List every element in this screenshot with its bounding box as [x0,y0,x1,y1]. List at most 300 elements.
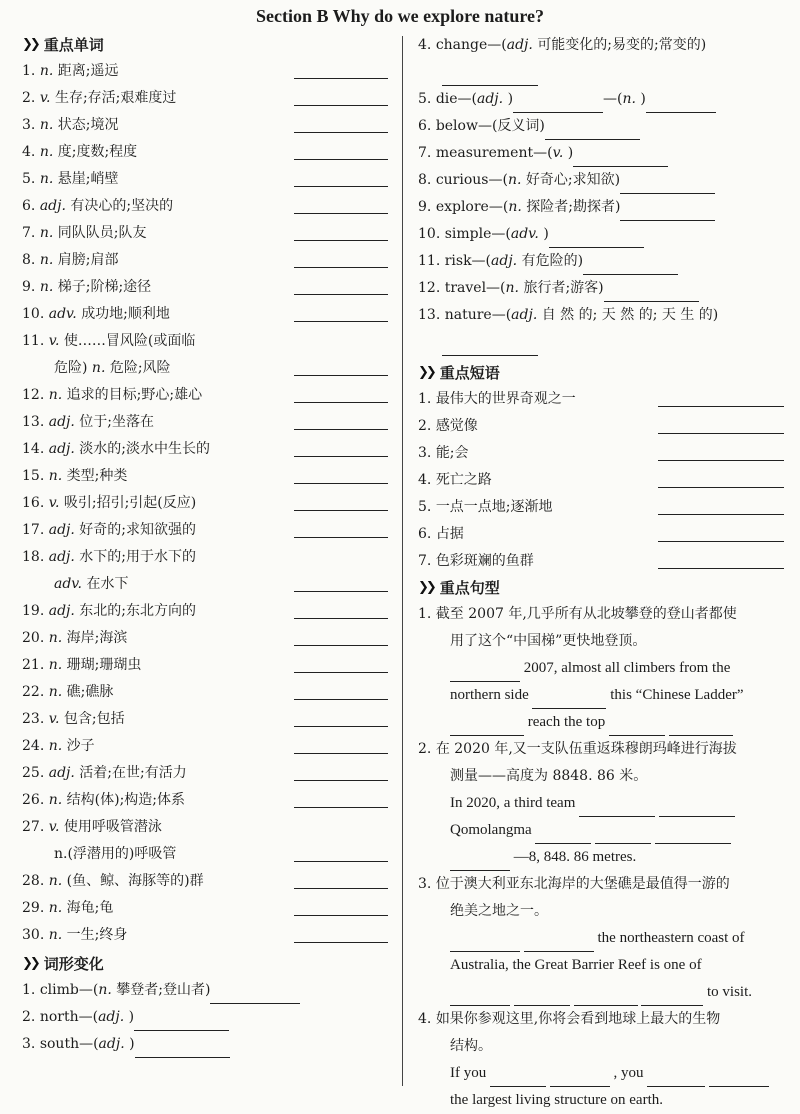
item-number: 1. [22,63,36,79]
answer-blank[interactable] [450,937,520,952]
answer-blank[interactable] [294,240,388,241]
part-of-speech: n. [48,630,63,646]
word-stem: simple—( [444,226,511,242]
part-of-speech: adj. [48,603,75,619]
right-column [418,32,784,1114]
answer-blank[interactable] [524,937,594,952]
sentence-english-line [418,979,784,1006]
answer-blank[interactable] [294,402,388,403]
double-chevron-icon: ❯❯ [22,36,38,52]
answer-blank[interactable] [658,460,784,461]
definition: 有决心的;坚决的 [70,198,174,214]
english-text: —8, 848. 86 metres. [513,849,637,865]
sentence-chinese-line [418,736,784,763]
answer-blank[interactable] [574,991,638,1006]
answer-blank[interactable] [535,829,591,844]
item-number: 26. [22,792,45,808]
word-item [22,193,388,220]
item-number: 9. [418,199,432,215]
definition-continued: 危险) [54,360,88,376]
definition: 在水下 [86,576,129,592]
word-stem: —( [603,91,623,107]
answer-blank[interactable] [669,721,733,736]
item-number: 2. [418,741,432,757]
answer-blank[interactable] [294,942,388,943]
sentence-chinese-line [418,898,784,925]
item-number: 6. [418,526,432,542]
phrase-text: 一点一点地;逐渐地 [435,499,553,515]
answer-blank[interactable] [514,991,570,1006]
part-of-speech: adj. [39,198,66,214]
definition: 梯子;阶梯;途径 [57,279,152,295]
word-item [22,274,388,301]
english-text: reach the top [527,714,606,730]
sentence-english-line [418,925,784,952]
item-number: 2. [22,90,36,106]
form-hint: 攀登者;登山者) [116,982,211,998]
sentence-english-line [418,655,784,682]
answer-blank[interactable] [294,753,388,754]
chinese-text: 测量——高度为 8848. 86 米。 [450,768,648,784]
part-of-speech: n. [48,684,63,700]
english-text: Qomolangma [450,822,532,838]
part-of-speech: adj. [477,91,504,107]
item-number: 2. [22,1009,36,1025]
sentence-english-line [418,952,784,979]
item-number: 4. [22,144,36,160]
double-chevron-icon: ❯❯ [22,955,38,971]
answer-blank[interactable] [294,537,388,538]
answer-blank[interactable] [294,78,388,79]
part-of-speech: v. [552,145,564,161]
word-item [22,301,388,328]
word-item [22,895,388,922]
page-title: Section B Why do we explore nature? [255,6,544,26]
form-item [22,977,388,1004]
word-item [22,679,388,706]
answer-blank[interactable] [294,645,388,646]
answer-blank[interactable] [490,1072,546,1087]
part-of-speech: v. [48,333,60,349]
definition: 结构(体);构造;体系 [66,792,185,808]
answer-blank[interactable] [294,510,388,511]
form-item [22,1004,388,1031]
form-item-blank-line [418,59,784,86]
part-of-speech: n. [48,468,63,484]
section-header-sentences [418,575,784,599]
definition: 海龟;龟 [66,900,114,916]
form-hint: ) [128,1009,135,1025]
word-item [22,760,388,787]
form-item [418,221,784,248]
definition: 好奇的;求知欲强的 [79,522,196,538]
forms-list-right [418,32,784,356]
word-item [22,652,388,679]
form-item [22,1031,388,1058]
part-of-speech: n. [39,252,54,268]
answer-blank[interactable] [294,888,388,889]
word-item [22,814,388,841]
word-item [22,598,388,625]
sentence-english-line [418,790,784,817]
part-of-speech: n. [508,199,522,215]
answer-blank[interactable] [294,699,388,700]
item-number: 3. [22,1036,36,1052]
word-item [22,85,388,112]
item-number: 17. [22,522,45,538]
answer-blank[interactable] [294,213,388,214]
item-number: 11. [418,253,441,269]
definition: 危险;风险 [109,360,171,376]
part-of-speech: adj. [48,441,75,457]
part-of-speech: n. [39,225,54,241]
sentence-chinese-line [418,1033,784,1060]
form-item [418,194,784,221]
word-item [22,787,388,814]
word-item [22,112,388,139]
answer-blank[interactable] [620,179,715,194]
answer-blank[interactable] [294,429,388,430]
phrase-text: 能;会 [435,445,469,461]
answer-blank[interactable] [210,989,300,1004]
definition: 吸引;招引;引起(反应) [63,495,197,511]
section-title: 重点单词 [43,35,104,54]
words-list [22,58,388,949]
word-stem: below—(反义词) [435,118,545,134]
answer-blank[interactable] [442,341,538,356]
part-of-speech: n. [622,91,636,107]
answer-blank[interactable] [579,802,655,817]
answer-blank[interactable] [641,991,703,1006]
phrase-text: 感觉像 [435,418,478,434]
answer-blank[interactable] [620,206,715,221]
part-of-speech: adj. [48,414,75,430]
word-item [22,382,388,409]
part-of-speech: adv. [48,306,77,322]
item-number: 8. [22,252,36,268]
item-number: 9. [22,279,36,295]
english-text: 2007, almost all climbers from the [523,660,731,676]
answer-blank[interactable] [450,667,520,682]
item-number: 12. [418,280,441,296]
answer-blank[interactable] [294,915,388,916]
part-of-speech: adj. [511,307,538,323]
part-of-speech: adj. [491,253,518,269]
phrases-list [418,386,784,575]
word-item [22,58,388,85]
answer-blank[interactable] [658,568,784,569]
item-number: 12. [22,387,45,403]
item-number: 19. [22,603,45,619]
answer-blank[interactable] [609,721,665,736]
word-stem: curious—( [435,172,508,188]
answer-blank[interactable] [647,1072,705,1087]
word-item-continued [22,571,388,598]
part-of-speech: v. [48,495,60,511]
form-hint: 探险者;勘探者) [526,199,621,215]
part-of-speech: n. [39,117,54,133]
part-of-speech: n. [91,360,106,376]
phrase-item [418,386,784,413]
part-of-speech: n. [39,171,54,187]
part-of-speech: n. [48,792,63,808]
sentence-item [418,736,784,871]
word-stem: risk—( [444,253,492,269]
item-number: 23. [22,711,45,727]
word-item [22,166,388,193]
form-item [418,32,784,59]
word-item [22,328,388,355]
answer-blank[interactable] [294,186,388,187]
english-text: the largest living structure on earth. [450,1092,663,1108]
answer-blank[interactable] [450,856,510,871]
section-header-words [22,32,388,56]
definition: n.(浮潜用的)呼吸管 [54,846,177,862]
word-item [22,247,388,274]
chinese-text: 位于澳大利亚东北海岸的大堡礁是最值得一游的 [435,876,730,892]
answer-blank[interactable] [294,105,388,106]
part-of-speech: adj. [506,37,533,53]
answer-blank[interactable] [294,780,388,781]
definition: 沙子 [66,738,95,754]
english-text: northern side [450,687,529,703]
form-item [418,140,784,167]
item-number: 28. [22,873,45,889]
answer-blank[interactable] [294,861,388,862]
answer-blank[interactable] [550,1072,610,1087]
part-of-speech: adj. [98,1009,125,1025]
item-number: 1. [418,391,432,407]
word-stem: north—( [39,1009,99,1025]
item-number: 27. [22,819,45,835]
word-stem: change—( [435,37,507,53]
form-item [418,167,784,194]
item-number: 7. [418,553,432,569]
part-of-speech: n. [48,927,63,943]
answer-blank[interactable] [294,591,388,592]
english-text: If you [450,1065,487,1081]
answer-blank[interactable] [545,125,640,140]
item-number: 4. [418,1011,432,1027]
sentence-chinese-line [418,1006,784,1033]
answer-blank[interactable] [658,541,784,542]
word-item [22,625,388,652]
answer-blank[interactable] [658,406,784,407]
word-stem: travel—( [444,280,506,296]
phrase-item [418,548,784,575]
definition: 活着;在世;有活力 [79,765,187,781]
answer-blank[interactable] [450,991,510,1006]
item-number: 22. [22,684,45,700]
item-number: 1. [22,982,36,998]
part-of-speech: n. [48,873,63,889]
item-number: 3. [418,445,432,461]
answer-blank[interactable] [513,98,603,113]
phrase-text: 死亡之路 [435,472,492,488]
answer-blank[interactable] [294,672,388,673]
item-number: 25. [22,765,45,781]
word-item [22,706,388,733]
answer-blank[interactable] [658,514,784,515]
word-item [22,868,388,895]
part-of-speech: n. [48,387,63,403]
part-of-speech: n. [48,657,63,673]
phrase-item [418,467,784,494]
word-stem: climb—( [39,982,99,998]
phrase-item [418,521,784,548]
answer-blank[interactable] [294,267,388,268]
item-number: 29. [22,900,45,916]
answer-blank[interactable] [294,375,388,376]
sentence-chinese-line [418,628,784,655]
form-hint: ) [567,145,574,161]
sentence-chinese-line [418,871,784,898]
answer-blank[interactable] [573,152,668,167]
answer-blank[interactable] [134,1016,229,1031]
item-number: 5. [418,499,432,515]
phrase-text: 色彩斑斓的鱼群 [435,553,534,569]
item-number: 2. [418,418,432,434]
sentence-item [418,871,784,1006]
forms-list-left [22,977,388,1058]
form-hint: ) [129,1036,135,1052]
sentence-english-line [418,844,784,871]
chinese-text: 绝美之地之一。 [450,903,548,919]
item-number: 10. [418,226,441,242]
answer-blank[interactable] [135,1043,230,1058]
definition: 状态;境况 [57,117,119,133]
definition: 悬崖;峭壁 [57,171,119,187]
answer-blank[interactable] [442,71,538,86]
phrase-text: 最伟大的世界奇观之一 [435,391,576,407]
part-of-speech: n. [98,982,112,998]
definition: 生存;存活;艰难度过 [54,90,177,106]
word-item [22,733,388,760]
item-number: 8. [418,172,432,188]
item-number: 4. [418,37,432,53]
form-item [418,302,784,329]
answer-blank[interactable] [532,694,606,709]
item-number: 6. [22,198,36,214]
word-item [22,544,388,571]
answer-blank[interactable] [294,726,388,727]
answer-blank[interactable] [549,233,644,248]
item-number: 21. [22,657,45,673]
definition: 水下的;用于水下的 [79,549,196,565]
answer-blank[interactable] [658,487,784,488]
form-hint: ) [640,91,646,107]
item-number: 14. [22,441,45,457]
form-item [418,86,784,113]
phrase-item [418,494,784,521]
part-of-speech: adj. [48,522,75,538]
definition: 度;度数;程度 [57,144,138,160]
answer-blank[interactable] [294,483,388,484]
part-of-speech: v. [48,819,60,835]
form-item-blank-line [418,329,784,356]
english-text: this “Chinese Ladder” [610,687,744,703]
answer-blank[interactable] [595,829,651,844]
definition: 礁;礁脉 [66,684,114,700]
answer-blank[interactable] [294,132,388,133]
definition: (鱼、鲸、海豚等的)群 [66,873,204,889]
word-item [22,490,388,517]
phrase-item [418,413,784,440]
part-of-speech: v. [39,90,51,106]
phrase-text: 占据 [435,526,464,542]
item-number: 30. [22,927,45,943]
section-title: 重点短语 [439,363,500,382]
part-of-speech: n. [48,900,63,916]
part-of-speech: n. [505,280,519,296]
form-item [418,275,784,302]
answer-blank[interactable] [294,321,388,322]
answer-blank[interactable] [658,433,784,434]
definition: 类型;种类 [66,468,128,484]
answer-blank[interactable] [294,294,388,295]
part-of-speech: adv. [54,576,83,592]
sentence-item [418,1006,784,1114]
answer-blank[interactable] [450,721,524,736]
answer-blank[interactable] [583,260,678,275]
section-header-forms [22,951,388,975]
chinese-text: 结构。 [450,1038,492,1054]
item-number: 11. [22,333,45,349]
section-title: 重点句型 [439,578,500,597]
answer-blank[interactable] [604,287,699,302]
word-item-continued [22,841,388,868]
answer-blank[interactable] [655,829,731,844]
form-hint: 可能变化的;易变的;常变的) [537,37,707,53]
sentence-english-line [418,1087,784,1114]
answer-blank[interactable] [294,618,388,619]
item-number: 3. [418,876,432,892]
item-number: 10. [22,306,45,322]
section-title: 词形变化 [43,954,104,973]
definition: 距离;遥远 [57,63,119,79]
definition: 珊瑚;珊瑚虫 [66,657,142,673]
definition: 使用呼吸管潜泳 [63,819,162,835]
item-number: 15. [22,468,45,484]
chinese-text: 截至 2007 年,几乎所有从北坡攀登的登山者都使 [435,606,737,622]
part-of-speech: adj. [48,549,75,565]
answer-blank[interactable] [709,1072,769,1087]
item-number: 4. [418,472,432,488]
definition: 一生;终身 [66,927,128,943]
answer-blank[interactable] [659,802,735,817]
part-of-speech: n. [48,738,63,754]
item-number: 1. [418,606,432,622]
definition: 包含;包括 [63,711,125,727]
answer-blank[interactable] [294,807,388,808]
form-hint: 有危险的) [521,253,584,269]
definition: 肩膀;肩部 [57,252,119,268]
double-chevron-icon: ❯❯ [418,579,434,595]
sentence-english-line [418,709,784,736]
phrase-item [418,440,784,467]
answer-blank[interactable] [294,456,388,457]
form-item [418,113,784,140]
definition: 成功地;顺利地 [81,306,170,322]
word-item [22,436,388,463]
answer-blank[interactable] [646,98,716,113]
item-number: 7. [418,145,432,161]
part-of-speech: adv. [510,226,539,242]
form-hint: ) [543,226,549,242]
answer-blank[interactable] [294,159,388,160]
word-stem: south—( [39,1036,99,1052]
definition: 使……冒风险(或面临 [63,333,196,349]
